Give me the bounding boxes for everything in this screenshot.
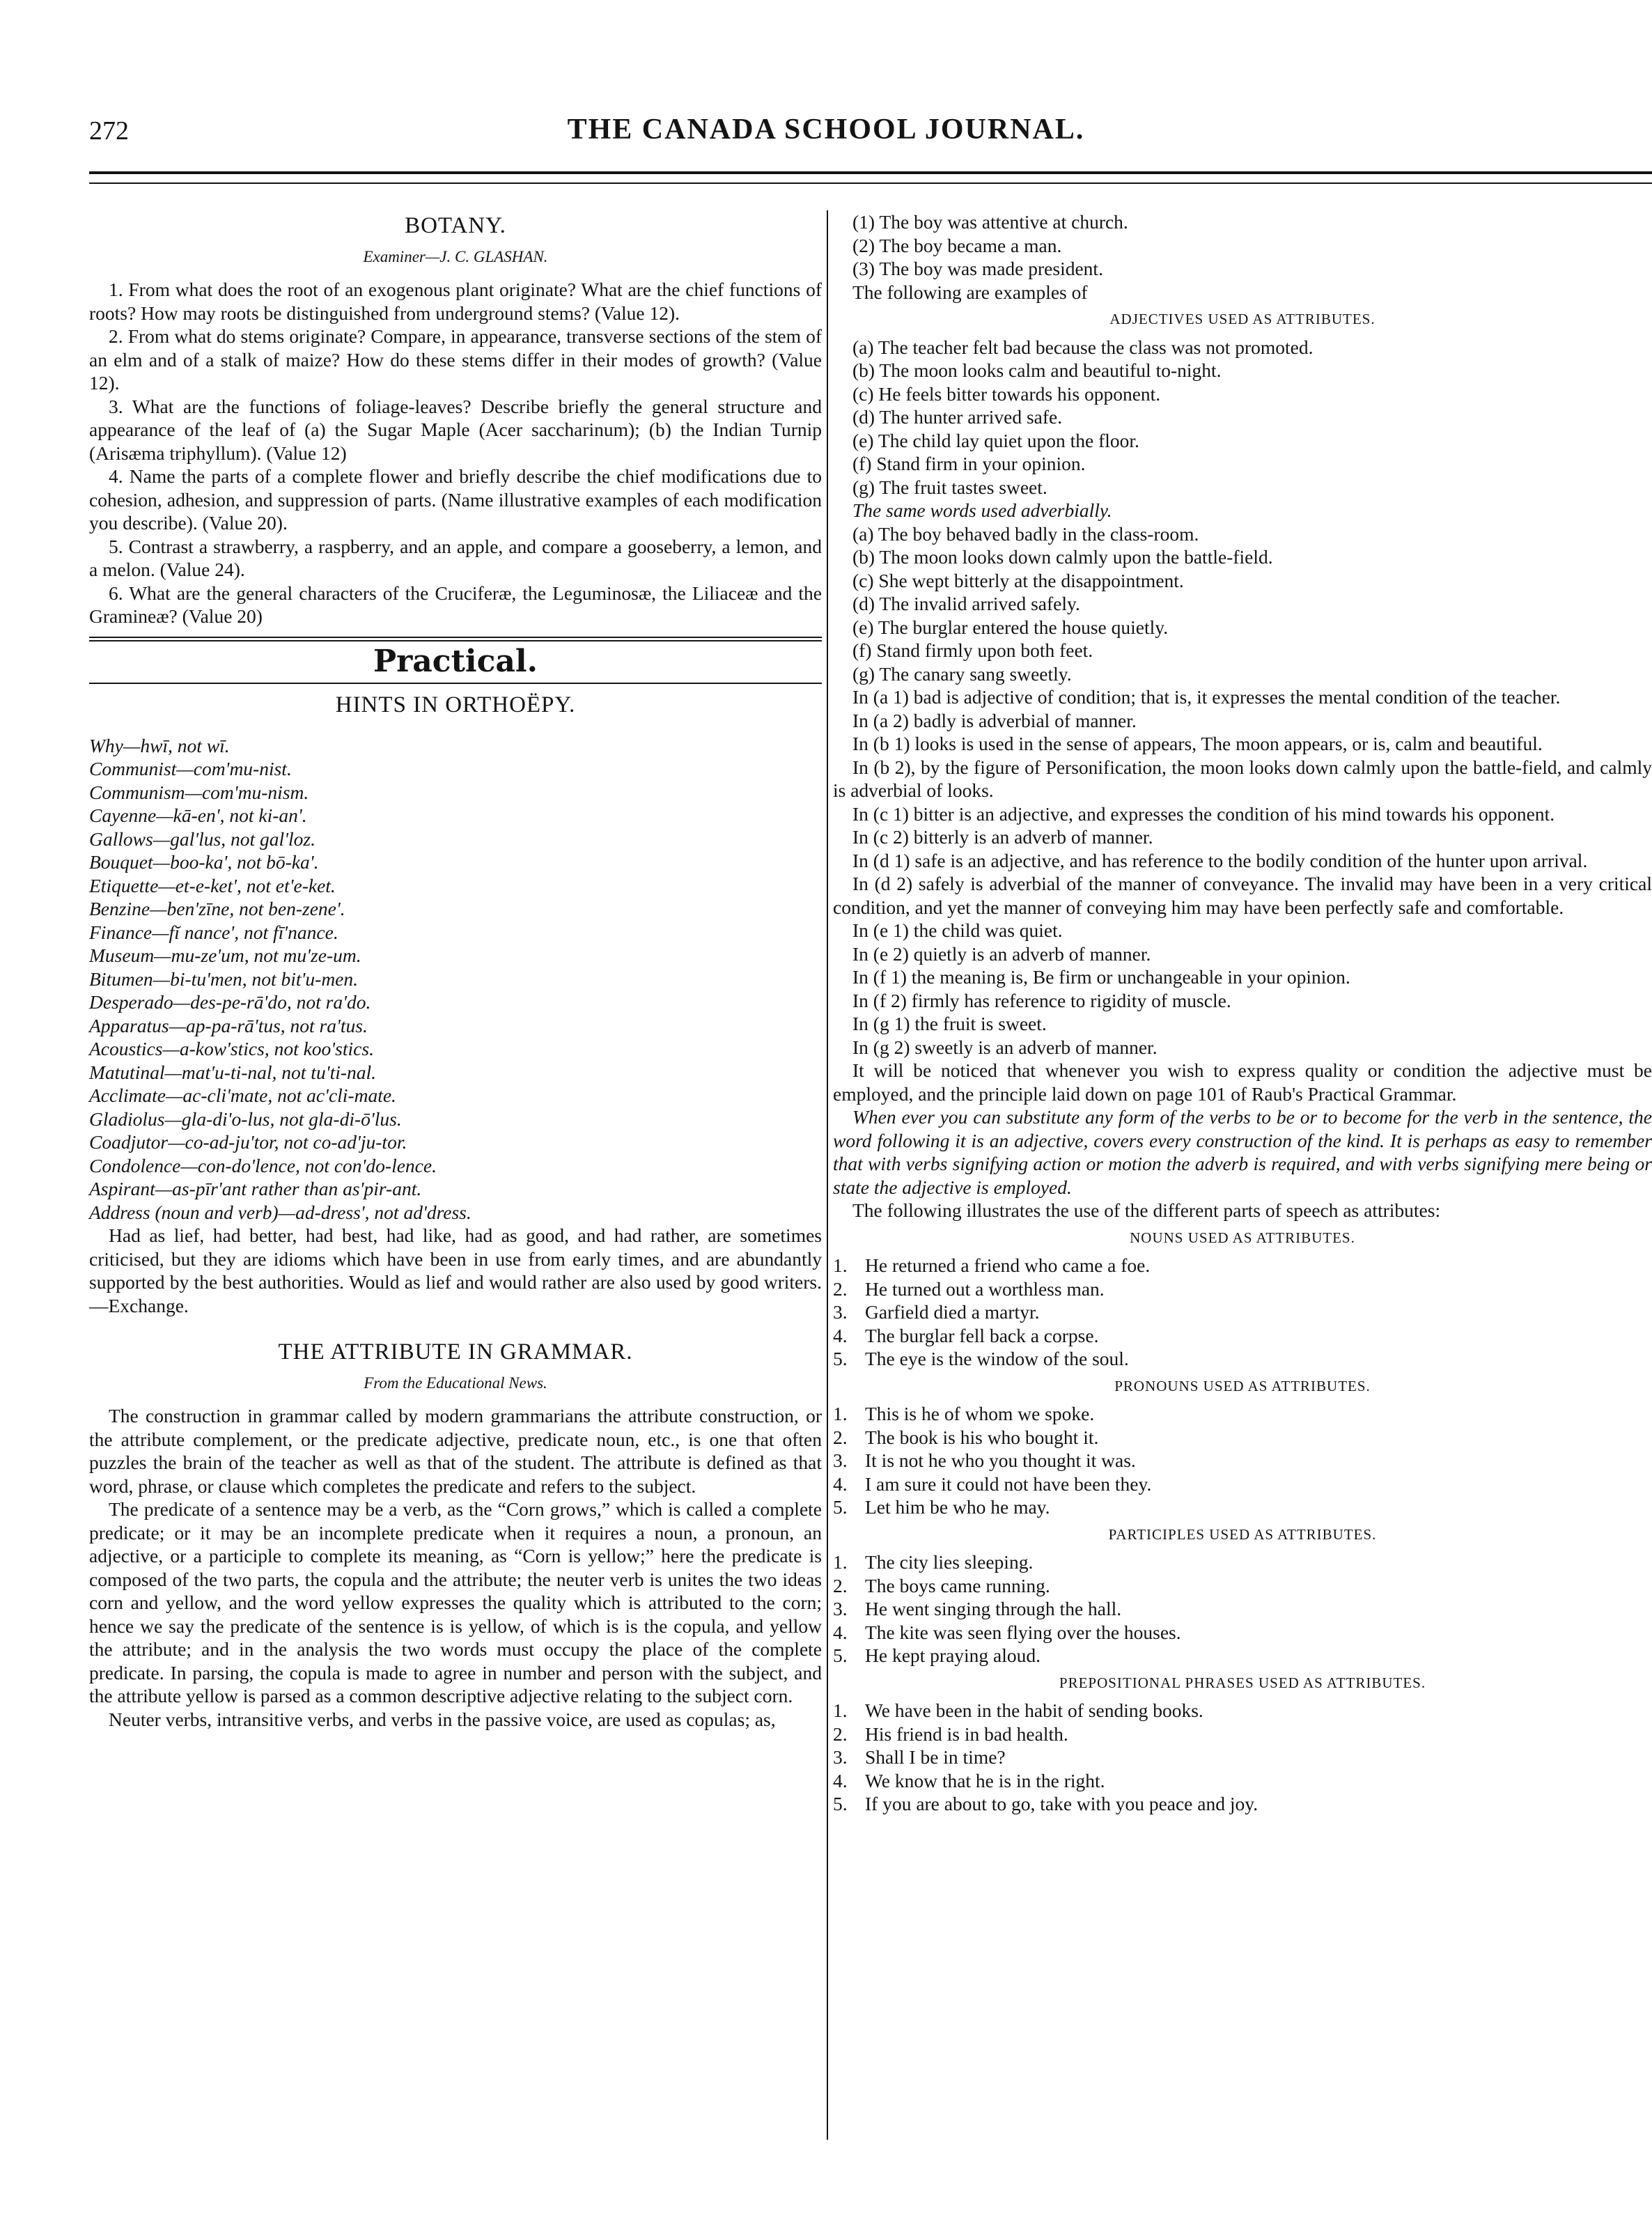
attribute-paragraph: The construction in grammar called by modern grammarians the attribute construction, or the attribute complement, or the predicate adjective, predicate noun, etc., is one that often puzzles the brain of the teacher as well as that of the student. The attribute is defined as that word, phrase, or clause which completes the predicate and refers to the subject.: [89, 1405, 822, 1497]
orthoepy-entry: Desperado—des-pe-rā'do, not ra'do.: [89, 991, 371, 1013]
explanation: In (e 2) quietly is an adverb of manner.: [852, 942, 1151, 965]
orthoepy-entry: Communist—com'mu-nist.: [89, 758, 292, 779]
explanation: In (e 1) the child was quiet.: [852, 919, 1063, 941]
explanation: In (a 1) bad is adjective of condition; that is, it expresses the mental condition of the teacher.: [852, 686, 1561, 708]
group-item: 2. His friend is in bad health.: [833, 1723, 1068, 1745]
orthoepy-entry: Gladiolus—gla-di'o-lus, not gla-di-ō'lus.: [89, 1107, 402, 1130]
group-item: 5. Let him be who he may.: [833, 1496, 1050, 1518]
group-item: 2. The boys came running.: [833, 1574, 1050, 1596]
orthoepy-entry: Benzine—ben'zīne, not ben-zene'.: [89, 898, 345, 919]
explanation: It will be noticed that whenever you wish to express quality or condition the adjective must be employed, and the principle laid down on page 101 of Raub's Practical Grammar.: [833, 1059, 1652, 1105]
parts-intro: The following illustrates the use of the different parts of speech as attributes:: [852, 1199, 1441, 1221]
group-list: [833, 1699, 1652, 1816]
orthoepy-entry: Gallows—gal'lus, not gal'loz.: [89, 827, 316, 850]
group-item: 5. If you are about to go, take with you peace and joy.: [833, 1793, 1259, 1814]
botany-questions: [89, 278, 822, 628]
group-item: 1. We have been in the habit of sending books.: [833, 1700, 1203, 1721]
orthoepy-entry: Condolence—con-do'lence, not con'do-lence.: [89, 1154, 437, 1176]
adjective-example: (d) The hunter arrived safe.: [852, 406, 1063, 428]
group-item: 3. He went singing through the hall.: [833, 1598, 1122, 1619]
adverbial-heading: The same words used adverbially.: [852, 499, 1112, 521]
adjective-example: (b) The moon looks calm and beautiful to-night.: [852, 359, 1222, 381]
group-heading: PRONOUNS USED AS ATTRIBUTES.: [1114, 1377, 1371, 1394]
explanation: In (a 2) badly is adverbial of manner.: [852, 709, 1137, 731]
adjective-example: (a) The teacher felt bad because the class was not promoted.: [852, 336, 1314, 358]
explanation: In (c 1) bitter is an adjective, and expresses the condition of his mind towards his opponent.: [852, 802, 1555, 825]
adjective-rule: When ever you can substitute any form of the verbs to be or to become for the verb in the sentence, the word following it is an adjective, covers every construction of the kind. It is perhaps as easy to remember that with verbs signifying action or motion the adverb is required, and with verbs signifying mere being or state the adjective is employed.: [833, 1106, 1652, 1198]
explanation: In (f 2) firmly has reference to rigidity of muscle.: [852, 989, 1231, 1011]
attribute-paragraph: Neuter verbs, intransitive verbs, and verbs in the passive voice, are used as copulas; as,: [109, 1708, 776, 1730]
left-column: [89, 210, 822, 1731]
copula-example: (3) The boy was made president.: [852, 258, 1103, 279]
group-heading: PREPOSITIONAL PHRASES USED AS ATTRIBUTES.: [1059, 1674, 1426, 1691]
group-item: 5. The eye is the window of the soul.: [833, 1348, 1129, 1369]
attribute-title: THE ATTRIBUTE IN GRAMMAR.: [278, 1339, 633, 1364]
group-heading: NOUNS USED AS ATTRIBUTES.: [1130, 1229, 1355, 1246]
header-rule-top: [89, 171, 1652, 174]
adverb-example: (c) She wept bitterly at the disappointment.: [852, 569, 1184, 591]
group-item: 5. He kept praying aloud.: [833, 1644, 1041, 1666]
attribute-paragraph: The predicate of a sentence may be a verb, as the “Corn grows,” which is called a complete predicate; or it may be an incomplete predicate when it requires a noun, a pronoun, an adjective, or a participle to complete its meaning, as “Corn is yellow;” here the predicate is composed of the two parts, the copula and the attribute; the neuter verb is unites the two ideas corn and yellow, and the word yellow expresses the quality which is attributed to the corn; hence we say the predicate of the sentence is is yellow, of which is is the copula, and yellow the attribute; and in the analysis the two words must occupy the place of the complete predicate. In parsing, the copula is made to agree in number and person with the subject, and the attribute yellow is parsed as a common descriptive adjective relating to the subject corn.: [89, 1498, 822, 1706]
adverb-example: (b) The moon looks down calmly upon the battle-field.: [852, 546, 1273, 568]
orthoepy-entry: Apparatus—ap-pa-rā'tus, not ra'tus.: [89, 1014, 368, 1036]
group-item: 1. The city lies sleeping.: [833, 1551, 1034, 1573]
botany-question: 1. From what does the root of an exogenous plant originate? What are the chief functions of roots? How may roots be distinguished from underground stems? (Value 12).: [89, 279, 822, 324]
page-number: 272: [89, 116, 129, 146]
adverb-examples: [833, 522, 1652, 686]
group-item: 3. Garfield died a martyr.: [833, 1301, 1040, 1323]
orthoepy-entry: Why—hwī, not wī.: [89, 734, 230, 756]
group-item: 3. It is not he who you thought it was.: [833, 1449, 1136, 1471]
copula-example: (2) The boy became a man.: [852, 234, 1062, 256]
orthoepy-entry: Acclimate—ac-cli'mate, not ac'cli-mate.: [89, 1084, 396, 1106]
group-item: 1. He returned a friend who came a foe.: [833, 1254, 1151, 1276]
adjective-example: (c) He feels bitter towards his opponent.: [852, 382, 1161, 405]
orthoepy-note: Had as lief, had better, had best, had like, had as good, and had rather, are sometimes criticised, but they are idioms which have been in use from early times, and are abundantly supported by the best authorities. Would as lief and would rather are also used by good writers.—Exchange.: [89, 1224, 822, 1316]
attribute-source: From the Educational News.: [364, 1374, 547, 1392]
group-list: [833, 1402, 1652, 1519]
department-heading: Practical.: [373, 643, 538, 679]
examples-intro: The following are examples of: [852, 281, 1088, 303]
orthoepy-entry: Communism—com'mu-nism.: [89, 781, 309, 803]
orthoepy-entry: Coadjutor—co-ad-ju'tor, not co-ad'ju-tor.: [89, 1131, 407, 1153]
orthoepy-entry: Bitumen—bi-tu'men, not bit'u-men.: [89, 967, 359, 990]
adjective-example: (g) The fruit tastes sweet.: [852, 476, 1047, 498]
group-item: 4. I am sure it could not have been they.: [833, 1472, 1152, 1495]
botany-examiner: Examiner—J. C. GLASHAN.: [363, 247, 548, 265]
botany-question: 4. Name the parts of a complete flower and briefly describe the chief modifications due to cohesion, adhesion, and suppression of parts. (Name illustrative examples of each modification you describe). (Value 20).: [89, 465, 822, 534]
section-rule: [89, 637, 822, 641]
explanation: In (b 1) looks is used in the sense of appears, The moon appears, or is, calm and beautiful.: [852, 733, 1543, 754]
adjectives-heading: ADJECTIVES USED AS ATTRIBUTES.: [1109, 311, 1376, 327]
header-rule-bottom: [89, 182, 1652, 184]
section-rule: [89, 683, 822, 684]
group-item: 1. This is he of whom we spoke.: [833, 1403, 1095, 1424]
orthoepy-entry: Acoustics—a-kow'stics, not koo'stics.: [89, 1038, 374, 1059]
botany-question: 6. What are the general characters of the Cruciferæ, the Leguminosæ, the Liliaceæ and the Gramineæ? (Value 20): [89, 582, 822, 627]
orthoepy-entry: Aspirant—as-pīr'ant rather than as'pir-ant.: [89, 1178, 422, 1199]
orthoepy-entry: Address (noun and verb)—ad-dress', not ad'dress.: [89, 1201, 472, 1223]
group-heading: PARTICIPLES USED AS ATTRIBUTES.: [1108, 1525, 1377, 1543]
adverb-example: (a) The boy behaved badly in the class-room.: [852, 522, 1199, 545]
botany-title: BOTANY.: [405, 213, 506, 238]
explanation: In (c 2) bitterly is an adverb of manner.: [852, 826, 1153, 848]
orthoepy-entry: Finance—fĭ nance', not fī'nance.: [89, 921, 338, 943]
right-column: [833, 210, 1652, 1816]
adverb-example: (g) The canary sang sweetly.: [852, 662, 1072, 685]
orthoepy-list: [89, 734, 822, 1224]
copula-example: (1) The boy was attentive at church.: [852, 211, 1128, 233]
botany-question: 5. Contrast a strawberry, a raspberry, and an apple, and compare a gooseberry, a lemon, and a melon. (Value 24).: [89, 535, 822, 580]
group-item: 4. We know that he is in the right.: [833, 1769, 1105, 1791]
group-item: 4. The burglar fell back a corpse.: [833, 1324, 1099, 1346]
group-item: 4. The kite was seen flying over the houses.: [833, 1621, 1181, 1643]
explanation: In (b 2), by the figure of Personification, the moon looks down calmly upon the battle-field, and calmly is adverbial of looks.: [833, 756, 1652, 801]
group-item: 2. He turned out a worthless man.: [833, 1277, 1105, 1300]
adjective-example: (e) The child lay quiet upon the floor.: [852, 429, 1139, 451]
botany-question: 2. From what do stems originate? Compare, in appearance, transverse sections of the stem of an elm and of a stalk of maize? How do these stems differ in their modes of growth? (Value 12).: [89, 325, 822, 394]
orthoepy-entry: Museum—mu-ze'um, not mu'ze-um.: [89, 944, 361, 966]
orthoepy-entry: Cayenne—kā-en', not ki-an'.: [89, 804, 307, 826]
explanation: In (d 2) safely is adverbial of the manner of conveyance. The invalid may have been in a very critical condition, and yet the manner of conveying him may have been perfectly safe and comfortable.: [833, 873, 1652, 918]
orthoepy-entry: Etiquette—et-e-ket', not et'e-ket.: [89, 874, 336, 896]
group-item: 2. The book is his who bought it.: [833, 1426, 1099, 1448]
adjective-example: (f) Stand firm in your opinion.: [852, 453, 1086, 474]
explanation: In (f 1) the meaning is, Be firm or unchangeable in your opinion.: [852, 966, 1350, 988]
group-list: [833, 1550, 1652, 1667]
column-divider: [827, 210, 828, 2140]
orthoepy-title: HINTS IN ORTHOËPY.: [335, 692, 576, 717]
explanation: In (d 1) safe is an adjective, and has reference to the bodily condition of the hunter upon arrival.: [852, 849, 1588, 871]
orthoepy-entry: Matutinal—mat'u-ti-nal, not tu'ti-nal.: [89, 1061, 377, 1083]
group-list: [833, 1254, 1652, 1371]
running-head: THE CANADA SCHOOL JOURNAL.: [567, 114, 1085, 146]
explanation: In (g 2) sweetly is an adverb of manner.: [852, 1036, 1158, 1058]
adjective-examples: [833, 336, 1652, 499]
group-item: 3. Shall I be in time?: [833, 1746, 1006, 1768]
explanations: [833, 685, 1652, 1105]
adverb-example: (f) Stand firmly upon both feet.: [852, 639, 1093, 661]
copula-examples: [833, 210, 1652, 281]
adverb-example: (e) The burglar entered the house quietly.: [852, 616, 1169, 638]
explanation: In (g 1) the fruit is sweet.: [852, 1013, 1047, 1034]
adverb-example: (d) The invalid arrived safely.: [852, 593, 1080, 614]
orthoepy-entry: Bouquet—boo-ka', not bō-ka'.: [89, 851, 319, 873]
botany-question: 3. What are the functions of foliage-leaves? Describe briefly the general structure and appearance of the leaf of (a) the Sugar Maple (Acer saccharinum); (b) the Indian Turnip (Arisæma triphyllum). (Value 12): [89, 395, 822, 464]
